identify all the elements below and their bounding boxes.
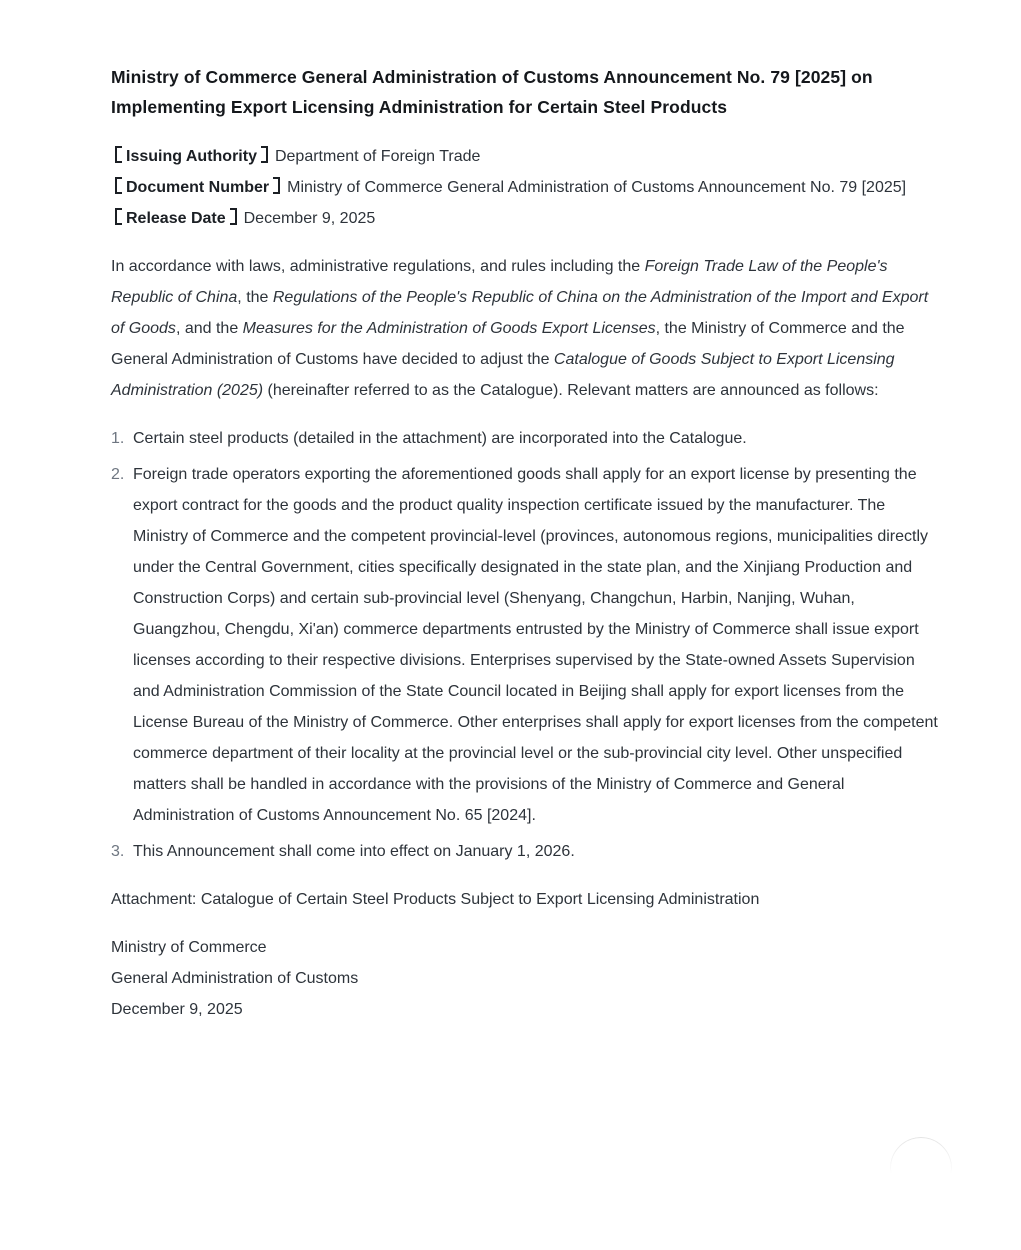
list-item (111, 459, 938, 831)
list-item-number: 2. (111, 466, 125, 483)
signature-block (111, 932, 938, 1025)
list-item (111, 423, 938, 454)
meta-issuing-authority (111, 141, 938, 172)
list-item-text: Certain steel products (detailed in the attachment) are incorporated into the Catalogue. (133, 430, 747, 447)
signature-date: December 9, 2025 (111, 1001, 243, 1018)
list-item-text: This Announcement shall come into effect on January 1, 2026. (133, 843, 575, 860)
lenticular-bracket-close-icon (261, 146, 268, 163)
meta-document-number-label: Document Number (115, 179, 280, 196)
lenticular-bracket-open-icon (115, 146, 122, 163)
meta-document-number-value: Ministry of Commerce General Administration of Customs Announcement No. 79 [2025] (287, 179, 907, 196)
paragraph-text: , and the (175, 320, 243, 337)
document-body (111, 62, 938, 1025)
paragraph-text: , the Ministry of Commerce and the General Administration of Customs have decided to adjust the (111, 320, 905, 368)
lenticular-bracket-close-icon (230, 208, 237, 225)
meta-issuing-authority-label: Issuing Authority (115, 148, 268, 165)
meta-issuing-authority-value: Department of Foreign Trade (274, 148, 481, 165)
cited-law-title: Regulations of the People's Republic of China on the Administration of the Import and Export of Goods (111, 289, 929, 337)
page-title-line-2: Implementing Export Licensing Administration for Certain Steel Products (111, 97, 728, 117)
paragraph-text: (hereinafter referred to as the Catalogue). Relevant matters are announced as follows: (263, 382, 879, 399)
announcement-list (111, 423, 938, 867)
attachment-line: Attachment: Catalogue of Certain Steel Products Subject to Export Licensing Administration (111, 891, 760, 908)
meta-document-number (111, 172, 938, 203)
list-item (111, 836, 938, 867)
paragraph-text: In accordance with laws, administrative regulations, and rules including the (111, 258, 645, 275)
intro-paragraph (111, 251, 938, 406)
list-item-text: Foreign trade operators exporting the aforementioned goods shall apply for an export license by presenting the export contract for the goods and the product quality inspection certificate issued by the manufacturer. The Ministry of Commerce and the competent provincial-level (provinces, autonomous regions, municipalities directly under the Central Government, cities specifically designated in the state plan, and the Xinjiang Production and Construction Corps) and certain sub-provincial level (Shenyang, Changchun, Harbin, Nanjing, Wuhan, Guangzhou, Chengdu, Xi'an) commerce departments entrusted by the Ministry of Commerce shall issue export licenses according to their respective divisions. Enterprises supervised by the State-owned Assets Supervision and Administration Commission of the State Council located in Beijing shall apply for export licenses from the License Bureau of the Ministry of Commerce. Other enterprises shall apply for export licenses from the competent commerce department of their locality at the provincial level or the sub-provincial city level. Other unspecified matters shall be handled in accordance with the provisions of the Ministry of Commerce and General Administration of Customs Announcement No. 65 [2024]. (133, 466, 938, 824)
signature-issuer-2: General Administration of Customs (111, 970, 359, 987)
meta-release-date-value: December 9, 2025 (243, 210, 376, 227)
scroll-to-top-button[interactable] (890, 1137, 952, 1199)
cited-law-title: Foreign Trade Law of the People's Republic of China (111, 258, 888, 306)
paragraph-text: , the (237, 289, 273, 306)
page-title (111, 62, 938, 122)
cited-law-title: Catalogue of Goods Subject to Export Licensing Administration (2025) (111, 351, 895, 399)
document-meta (111, 141, 938, 234)
meta-release-date (111, 203, 938, 234)
meta-release-date-label: Release Date (115, 210, 237, 227)
page-title-line-1: Ministry of Commerce General Administration of Customs Announcement No. 79 [2025] on (111, 67, 873, 87)
list-item-number: 3. (111, 843, 125, 860)
lenticular-bracket-open-icon (115, 208, 122, 225)
list-item-number: 1. (111, 430, 125, 447)
lenticular-bracket-close-icon (273, 177, 280, 194)
cited-law-title: Measures for the Administration of Goods Export Licenses (242, 320, 656, 337)
signature-issuer-1: Ministry of Commerce (111, 939, 267, 956)
lenticular-bracket-open-icon (115, 177, 122, 194)
